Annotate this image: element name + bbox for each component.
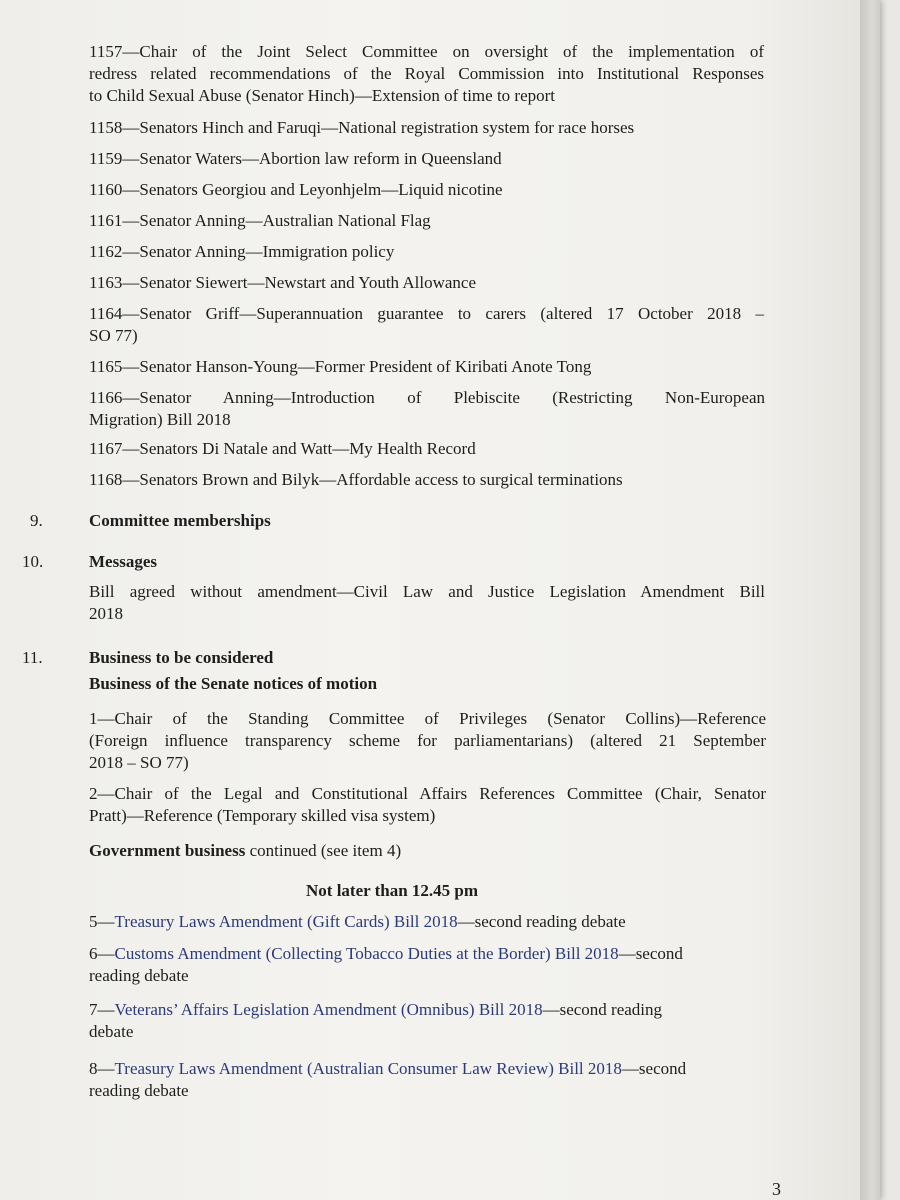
notice-1161: 1161—Senator Anning—Australian National Flag [89, 211, 431, 230]
item-10-heading: Messages [89, 552, 157, 571]
bill-5-title[interactable]: Treasury Laws Amendment (Gift Cards) Bill 2018 [114, 912, 458, 931]
bill-8-line-1 [89, 1058, 686, 1080]
notice-1164-line-2: SO 77) [89, 326, 138, 345]
notice-1157-line-1: 1157—Chair of the Joint Select Committee on oversight of the implementation of [89, 42, 764, 61]
notice-1157-line-2: redress related recommendations of the Royal Commission into Institutional Responses [89, 64, 764, 83]
item-11-heading: Business to be considered [89, 648, 274, 667]
government-business-line [89, 840, 401, 862]
page-number: 3 [772, 1179, 781, 1199]
motion-1-line-2: (Foreign influence transparency scheme for parliamentarians) (altered 21 September [89, 731, 766, 750]
notice-1166-line-2: Migration) Bill 2018 [89, 410, 231, 429]
notice-1166-line-1: 1166—Senator Anning—Introduction of Plebiscite (Restricting Non-European [89, 388, 765, 407]
bill-8-line-2: reading debate [89, 1081, 189, 1100]
notice-1160: 1160—Senators Georgiou and Leyonhjelm—Liquid nicotine [89, 180, 503, 199]
bill-6-title[interactable]: Customs Amendment (Collecting Tobacco Duties at the Border) Bill 2018 [114, 944, 619, 963]
bill-5-number: 5— [89, 912, 115, 931]
notice-1162: 1162—Senator Anning—Immigration policy [89, 242, 395, 261]
bill-7-line-2: debate [89, 1022, 134, 1041]
government-business-continued: continued (see item 4) [245, 841, 402, 860]
item-9-number: 9. [30, 511, 43, 530]
time-heading: Not later than 12.45 pm [306, 881, 479, 900]
bill-8-stage: —second [621, 1059, 687, 1078]
bill-7-title[interactable]: Veterans’ Affairs Legislation Amendment (Omnibus) Bill 2018 [114, 1000, 543, 1019]
notice-1163: 1163—Senator Siewert—Newstart and Youth Allowance [89, 273, 477, 292]
motion-2-line-1: 2—Chair of the Legal and Constitutional Affairs References Committee (Chair, Senator [89, 784, 766, 803]
notice-1164-line-1: 1164—Senator Griff—Superannuation guarantee to carers (altered 17 October 2018 – [89, 304, 764, 323]
bill-6-stage: —second [618, 944, 683, 963]
notice-1167: 1167—Senators Di Natale and Watt—My Health Record [89, 439, 476, 458]
notice-1159: 1159—Senator Waters—Abortion law reform in Queensland [89, 149, 502, 168]
motion-1-line-1: 1—Chair of the Standing Committee of Privileges (Senator Collins)—Reference [89, 709, 766, 728]
item-11-number: 11. [22, 648, 43, 667]
government-business-label: Government business [89, 841, 246, 860]
bill-8-number: 8— [89, 1059, 115, 1078]
message-line-1: Bill agreed without amendment—Civil Law and Justice Legislation Amendment Bill [89, 582, 765, 601]
bill-6-number: 6— [89, 944, 115, 963]
notice-1165: 1165—Senator Hanson-Young—Former President of Kiribati Anote Tong [89, 357, 592, 376]
item-10-number: 10. [22, 552, 44, 571]
message-line-2: 2018 [89, 604, 123, 623]
bill-7-stage: —second reading [542, 1000, 663, 1019]
bill-5 [89, 911, 626, 933]
bill-6-line-2: reading debate [89, 966, 189, 985]
motion-2-line-2: Pratt)—Reference (Temporary skilled visa system) [89, 806, 436, 825]
bill-8-title[interactable]: Treasury Laws Amendment (Australian Consumer Law Review) Bill 2018 [114, 1059, 622, 1078]
bill-5-stage: —second reading debate [457, 912, 626, 931]
bill-7-number: 7— [89, 1000, 115, 1019]
notice-1168: 1168—Senators Brown and Bilyk—Affordable access to surgical terminations [89, 470, 623, 489]
bill-7-line-1 [89, 999, 662, 1021]
item-9-heading: Committee memberships [89, 511, 271, 530]
notice-1158: 1158—Senators Hinch and Faruqi—National registration system for race horses [89, 118, 635, 137]
bill-6-line-1 [89, 943, 683, 965]
senate-notices-subheading: Business of the Senate notices of motion [89, 674, 378, 693]
notice-1157-line-3: to Child Sexual Abuse (Senator Hinch)—Extension of time to report [89, 86, 556, 105]
motion-1-line-3: 2018 – SO 77) [89, 753, 189, 772]
